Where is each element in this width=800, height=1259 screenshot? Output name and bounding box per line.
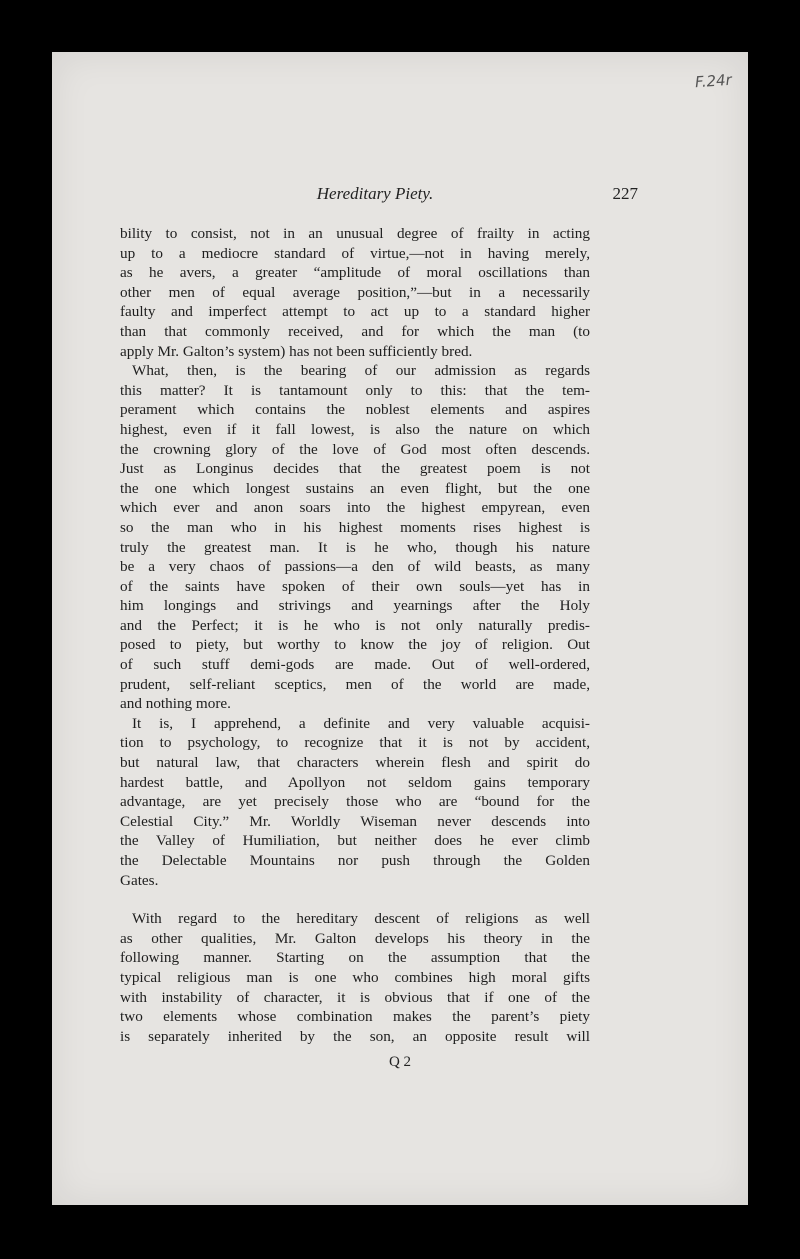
text-line: the Delectable Mountains nor push through the Golden: [120, 852, 590, 869]
text-line: What, then, is the bearing of our admission as regards: [132, 362, 590, 380]
text-line: Just as Longinus decides that the greatest poem is not: [120, 460, 590, 478]
text-line: than that commonly received, and for which the man (to: [120, 322, 590, 340]
running-head: Hereditary Piety.: [316, 184, 434, 203]
page-number: 227: [612, 184, 638, 203]
text-line: the one which longest sustains an even flight, but the one: [120, 479, 590, 497]
paragraph-gap: [120, 890, 590, 909]
text-line: him longings and strivings and yearnings after the Holy: [120, 597, 590, 615]
text-line: up to a mediocre standard of virtue,—not in having merely,: [120, 244, 590, 262]
text-line: typical religious man is one who combines high moral gifts: [120, 968, 590, 986]
text-line: apply Mr. Galton’s system) has not been sufficiently bred.: [120, 342, 473, 360]
text-line: two elements whose combination makes the parent’s piety: [120, 1008, 590, 1026]
body-text: [120, 224, 590, 1046]
text-line: so the man who in his highest moments rises highest is: [120, 518, 590, 536]
text-line: but natural law, that characters wherein flesh and spirit do: [120, 754, 590, 772]
text-line: With regard to the hereditary descent of religions as well: [132, 910, 590, 928]
text-line: which ever and anon soars into the highest empyrean, even: [120, 499, 590, 517]
text-line: highest, even if it fall lowest, is also the nature on which: [120, 420, 590, 438]
text-line: other men of equal average position,”—but in a necessarily: [120, 283, 590, 301]
text-line: It is, I apprehend, a definite and very valuable acquisi-: [132, 714, 590, 732]
text-line: the Valley of Humiliation, but neither does he ever climb: [120, 832, 590, 850]
page-header: [112, 184, 638, 214]
text-line: and the Perfect; it is he who is not only naturally predis-: [120, 616, 590, 634]
text-line: bility to consist, not in an unusual degree of frailty in acting: [120, 225, 590, 242]
text-line: Celestial City.” Mr. Worldly Wiseman never descends into: [120, 812, 590, 830]
text-line: following manner. Starting on the assumption that the: [120, 949, 590, 967]
text-line: this matter? It is tantamount only to this: that the tem-: [120, 381, 590, 399]
text-line: as he avers, a greater “amplitude of moral oscillations than: [120, 264, 590, 282]
text-line: posed to piety, but worthy to know the joy of religion. Out: [120, 636, 590, 654]
document-page: [52, 52, 748, 1205]
text-line: with instability of character, it is obvious that if one of the: [120, 988, 590, 1006]
text-line: of the saints have spoken of their own souls—yet has in: [120, 577, 590, 595]
text-line: tion to psychology, to recognize that it is not by accident,: [120, 734, 590, 752]
text-line: be a very chaos of passions—a den of wild beasts, as many: [120, 558, 590, 576]
text-line: advantage, are yet precisely those who are “bound for the: [120, 793, 590, 811]
text-line: truly the greatest man. It is he who, though his nature: [120, 538, 590, 556]
text-line: and nothing more.: [120, 695, 231, 713]
text-line: as other qualities, Mr. Galton develops his theory in the: [120, 929, 590, 947]
signature-mark: Q 2: [388, 1054, 412, 1070]
text-line: Gates.: [120, 871, 159, 889]
text-line: prudent, self-reliant sceptics, men of the world are made,: [120, 675, 590, 693]
text-line: of such stuff demi-gods are made. Out of well-ordered,: [120, 656, 590, 674]
text-line: hardest battle, and Apollyon not seldom gains temporary: [120, 773, 590, 791]
text-line: faulty and imperfect attempt to act up to a standard higher: [120, 303, 590, 321]
archive-folio-note: F.24r: [694, 70, 733, 92]
text-line: perament which contains the noblest elements and aspires: [120, 401, 590, 419]
text-line: the crowning glory of the love of God most often descends.: [120, 440, 590, 458]
text-line: is separately inherited by the son, an opposite result will: [120, 1027, 590, 1045]
